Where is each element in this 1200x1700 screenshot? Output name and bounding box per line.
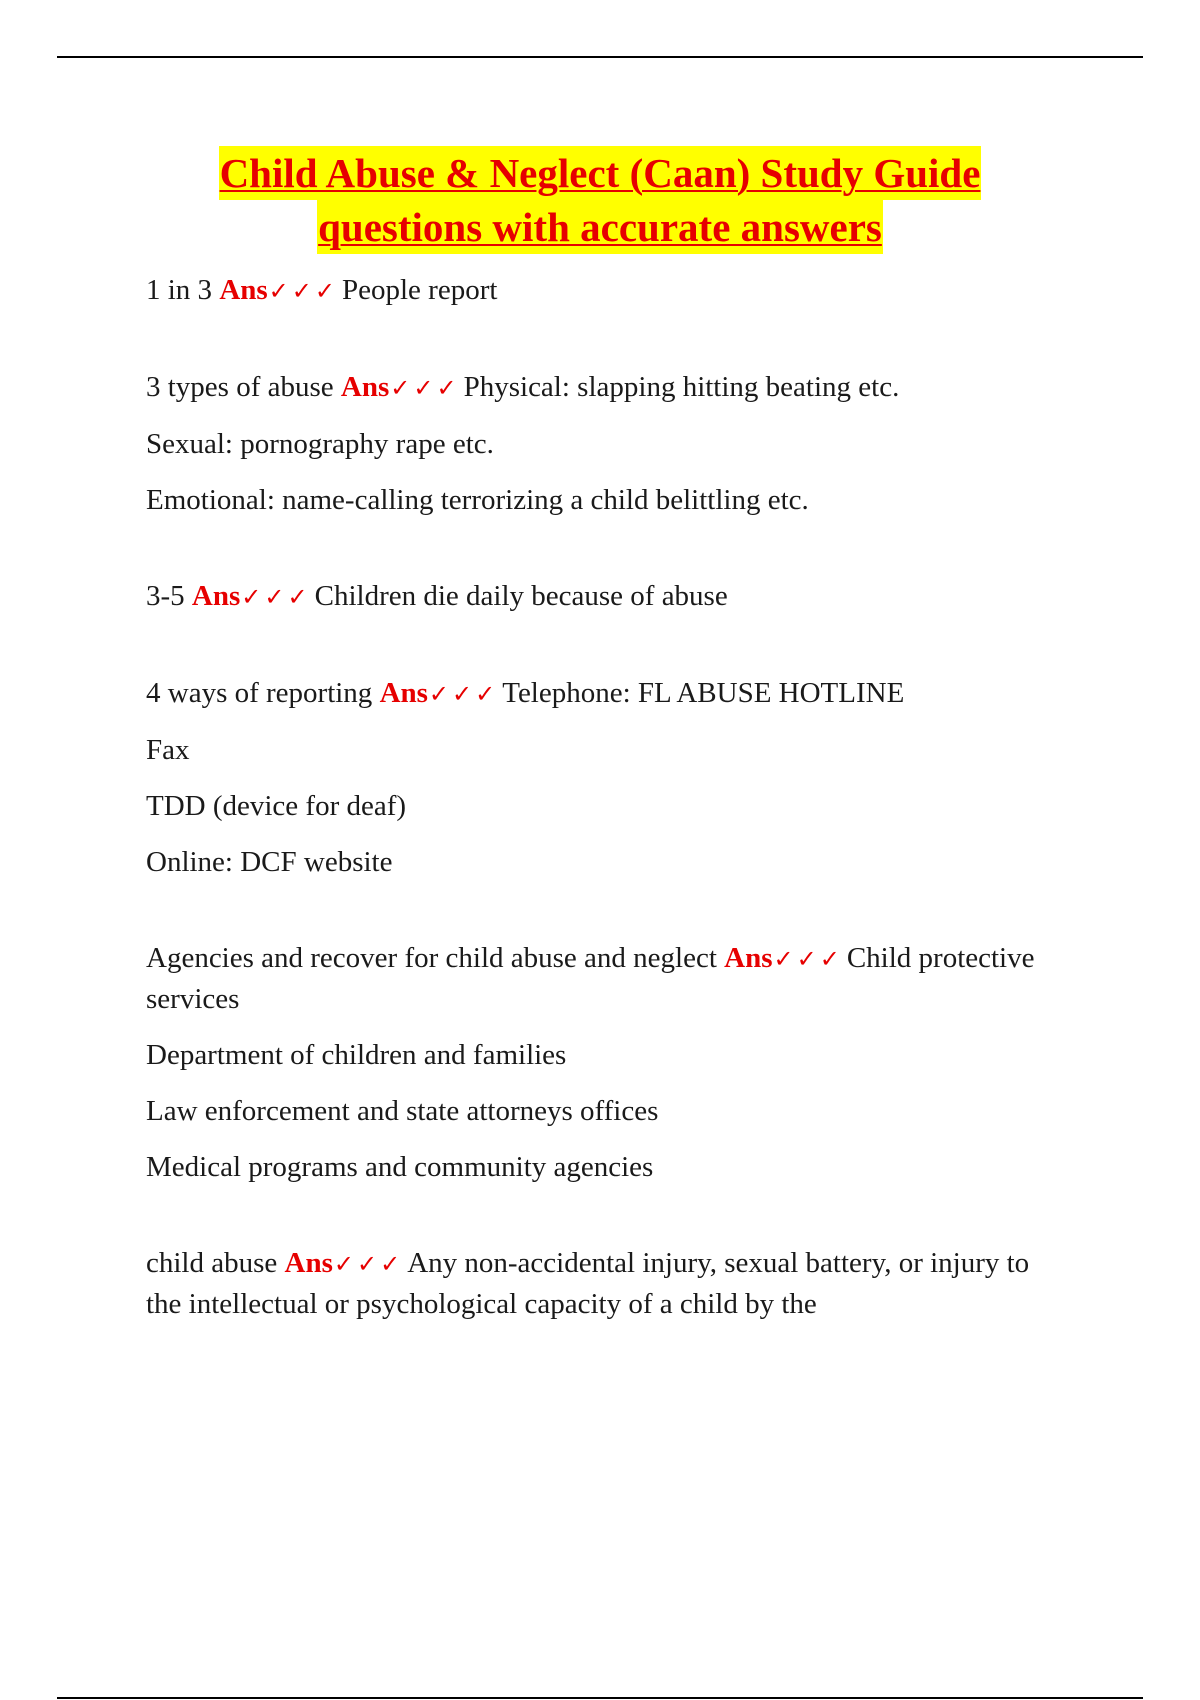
- answer-text: Child protective services: [146, 942, 1035, 1015]
- title-line-2: questions with accurate answers: [317, 200, 883, 254]
- qa-item-5: [146, 938, 1046, 1187]
- question-text: 4 ways of reporting: [146, 677, 373, 709]
- answer-extra-line: Online: DCF website: [146, 846, 393, 878]
- qa-item-3: [146, 576, 1046, 617]
- qa-line: [146, 938, 1046, 1019]
- checkmark-icon: ✓✓✓: [390, 374, 460, 402]
- question-text: child abuse: [146, 1247, 278, 1279]
- checkmark-icon: ✓✓✓: [773, 945, 843, 973]
- question-text: 3-5: [146, 580, 185, 612]
- checkmark-icon: ✓✓✓: [333, 1250, 404, 1278]
- qa-item-6: [146, 1243, 1046, 1324]
- answer-text: Children die daily because of abuse: [314, 580, 728, 612]
- title-line-1: Child Abuse & Neglect (Caan) Study Guide: [219, 146, 982, 200]
- bottom-rule: [57, 1697, 1143, 1699]
- checkmark-icon: ✓✓✓: [268, 277, 338, 305]
- question-text: Agencies and recover for child abuse and neglect: [146, 942, 717, 974]
- question-text: 1 in 3: [146, 274, 213, 306]
- qa-list: [146, 270, 1046, 1324]
- qa-line: [146, 367, 1046, 408]
- qa-line: [146, 270, 1046, 311]
- answer-extra-line: TDD (device for deaf): [146, 790, 407, 822]
- checkmark-icon: ✓✓✓: [241, 583, 311, 611]
- qa-item-2: [146, 367, 1046, 520]
- ans-label: Ans: [219, 274, 268, 306]
- answer-extra-line: Department of children and families: [146, 1039, 567, 1071]
- answer-text: Telephone: FL ABUSE HOTLINE: [502, 677, 905, 709]
- ans-label: Ans: [724, 942, 773, 974]
- ans-label: Ans: [284, 1247, 333, 1279]
- qa-line: [146, 576, 1046, 617]
- answer-extra-line: Emotional: name-calling terrorizing a child belittling etc.: [146, 484, 809, 516]
- answer-extra-line: Law enforcement and state attorneys offices: [146, 1095, 659, 1127]
- answer-text: Physical: slapping hitting beating etc.: [463, 371, 900, 403]
- answer-extra-line: Sexual: pornography rape etc.: [146, 428, 494, 460]
- ans-label: Ans: [191, 580, 241, 612]
- document-title: [90, 146, 1110, 254]
- qa-item-1: [146, 270, 1046, 311]
- answer-extra-line: Fax: [146, 734, 190, 766]
- qa-item-4: [146, 673, 1046, 882]
- qa-line: [146, 1243, 1046, 1324]
- top-rule: [57, 56, 1143, 58]
- ans-label: Ans: [340, 371, 390, 403]
- checkmark-icon: ✓✓✓: [428, 680, 499, 708]
- answer-text: Any non-accidental injury, sexual battery, or injury to the intellectual or psychological capacity of a child by the: [146, 1247, 1030, 1320]
- question-text: 3 types of abuse: [146, 371, 334, 403]
- answer-text: People report: [342, 274, 498, 306]
- ans-label: Ans: [379, 677, 428, 709]
- answer-extra-line: Medical programs and community agencies: [146, 1151, 654, 1183]
- qa-line: [146, 673, 1046, 714]
